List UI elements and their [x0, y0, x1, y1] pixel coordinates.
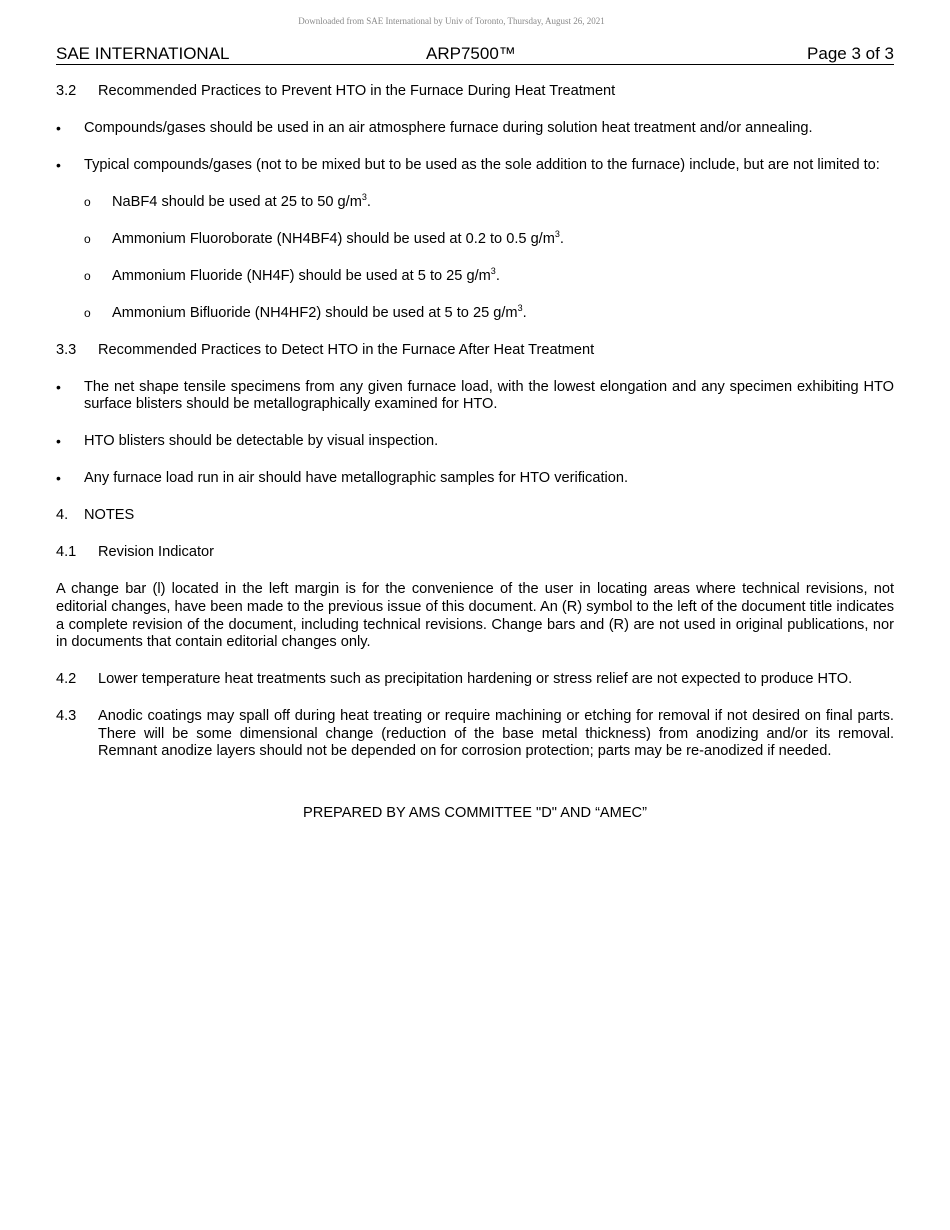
- period: .: [522, 304, 527, 321]
- document-body: [56, 83, 894, 823]
- sub-bullet-marker: o: [84, 268, 91, 283]
- section-number: 4.3: [56, 708, 77, 725]
- download-notice: Downloaded from SAE International by Univ of Toronto, Thursday, August 26, 2021: [298, 16, 605, 26]
- revision-indicator-paragraph: A change bar (l) located in the left margin is for the convenience of the user in locating areas where technical revisions, not editorial changes, have been made to the previous issue of this document. An (R) symbol to the left of the document title indicates a complete revision of the document, including technical revisions. Change bars and (R) are not used in original publications, nor in documents that contain editorial changes only.: [56, 581, 894, 651]
- section-number: 4.2: [56, 671, 77, 688]
- bullet-text: The net shape tensile specimens from any given furnace load, with the lowest elongation and any specimen exhibiting HTO surface blisters should be metallographically examined for HTO.: [84, 378, 894, 413]
- sub-bullet-item: [56, 194, 894, 212]
- bullet-text: Typical compounds/gases (not to be mixed but to be used as the sole addition to the furnace) include, but are not limited to:: [84, 156, 880, 173]
- header-page-number: Page 3 of 3: [807, 44, 894, 63]
- prepared-by-line: PREPARED BY AMS COMMITTEE "D" AND “AMEC”: [303, 804, 647, 821]
- section-4-2: [56, 671, 894, 689]
- bullet-item: [56, 157, 894, 175]
- bullet-text: Compounds/gases should be used in an air atmosphere furnace during solution heat treatment and/or annealing.: [84, 119, 813, 136]
- bullet-marker: •: [56, 433, 61, 450]
- superscript: 3: [554, 229, 560, 240]
- superscript: 3: [490, 266, 496, 277]
- bullet-item: [56, 433, 894, 451]
- period: .: [559, 230, 564, 247]
- section-3-2-heading: [56, 83, 894, 101]
- superscript: 3: [361, 192, 367, 203]
- sub-bullet-text: [112, 231, 894, 249]
- bullet-item: [56, 470, 894, 488]
- section-number: 4.: [56, 507, 69, 524]
- section-4-1-heading: [56, 544, 894, 562]
- superscript: 3: [517, 303, 523, 314]
- section-3-3-heading: [56, 342, 894, 360]
- section-4-heading: [56, 507, 894, 525]
- section-title: Recommended Practices to Detect HTO in the Furnace After Heat Treatment: [98, 341, 595, 358]
- sub-bullet-marker: o: [84, 231, 91, 246]
- bullet-marker: •: [56, 156, 61, 173]
- section-text: Lower temperature heat treatments such as precipitation hardening or stress relief are not expected to produce HTO.: [98, 671, 853, 688]
- bullet-text: Any furnace load run in air should have metallographic samples for HTO verification.: [84, 470, 629, 487]
- sub-bullet-marker: o: [84, 305, 91, 320]
- sub-bullet-text: [112, 305, 894, 323]
- sub-bullet-text: [112, 194, 894, 212]
- bullet-marker: •: [56, 470, 61, 487]
- header-doc-id: ARP7500™: [426, 44, 516, 63]
- page-header: [56, 44, 894, 65]
- section-title: NOTES: [84, 507, 135, 524]
- section-number: 4.1: [56, 544, 77, 561]
- section-title: Revision Indicator: [98, 544, 214, 561]
- period: .: [366, 193, 371, 210]
- section-number: 3.2: [56, 83, 77, 99]
- section-number: 3.3: [56, 341, 77, 358]
- bullet-marker: •: [56, 378, 61, 395]
- header-org: SAE INTERNATIONAL: [56, 44, 230, 63]
- bullet-marker: •: [56, 119, 61, 136]
- compound-text: Ammonium Fluoride (NH4F) should be used at 5 to 25 g/m: [112, 267, 491, 284]
- compound-text: Ammonium Bifluoride (NH4HF2) should be used at 5 to 25 g/m: [112, 304, 518, 321]
- compound-text: NaBF4 should be used at 25 to 50 g/m: [112, 193, 362, 210]
- compound-text: Ammonium Fluoroborate (NH4BF4) should be used at 0.2 to 0.5 g/m: [112, 230, 555, 247]
- sub-bullet-item: [56, 231, 894, 249]
- bullet-item: [56, 120, 894, 138]
- sub-bullet-item: [56, 305, 894, 323]
- sub-bullet-item: [56, 268, 894, 286]
- section-4-3: [56, 708, 894, 761]
- bullet-text: HTO blisters should be detectable by visual inspection.: [84, 433, 439, 450]
- sub-bullet-text: [112, 268, 894, 286]
- section-text: Anodic coatings may spall off during heat treating or require machining or etching for removal if not desired on final parts. There will be some dimensional change (reduction of the base metal thickness) from anodizing and/or its removal. Remnant anodize layers should not be depended on for corrosion protection; parts may be re-anodized if needed.: [98, 708, 894, 760]
- period: .: [495, 267, 500, 284]
- section-title: Recommended Practices to Prevent HTO in the Furnace During Heat Treatment: [98, 83, 616, 99]
- bullet-item: [56, 379, 894, 414]
- sub-bullet-marker: o: [84, 194, 91, 209]
